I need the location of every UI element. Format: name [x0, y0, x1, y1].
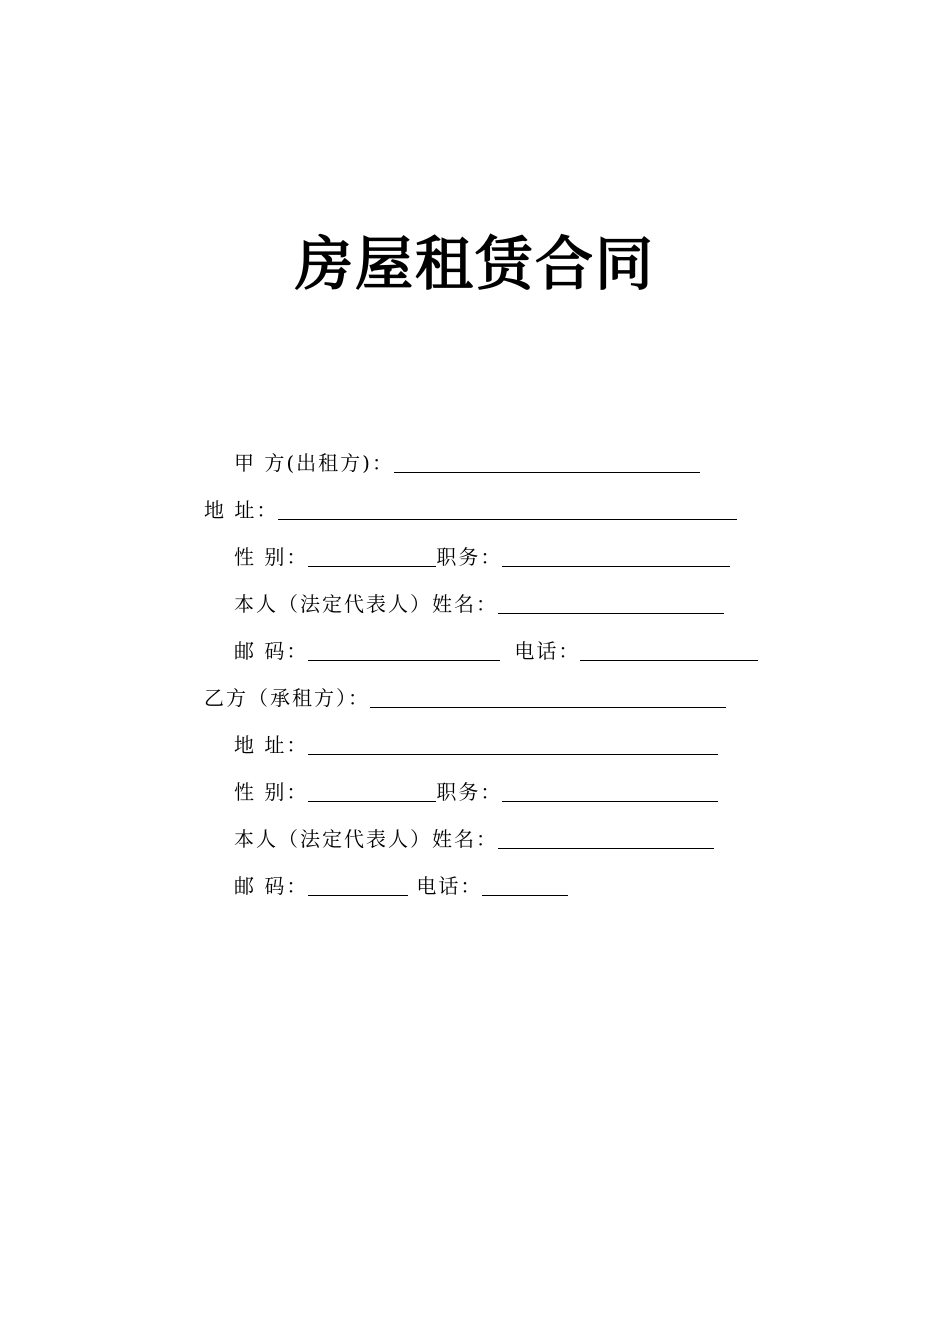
party-a-address-field[interactable] — [278, 497, 737, 520]
party-a-label: 甲 方(出租方)： — [234, 451, 394, 475]
party-b-address-label: 地 址： — [234, 733, 309, 757]
party-b-phone-label: 电话： — [416, 874, 483, 898]
party-b-gender-field[interactable] — [308, 779, 436, 802]
party-a-row — [234, 448, 700, 478]
party-b-name-field[interactable] — [370, 685, 726, 708]
party-b-row — [204, 683, 726, 713]
party-b-address-field[interactable] — [308, 732, 718, 755]
party-b-postcode-label: 邮 码： — [234, 874, 309, 898]
party-a-representative-row — [234, 589, 724, 619]
party-a-position-field[interactable] — [502, 544, 730, 567]
party-b-gender-row — [234, 777, 718, 807]
party-b-address-row — [234, 730, 718, 760]
party-b-representative-label: 本人（法定代表人）姓名： — [234, 827, 498, 851]
party-a-gender-row — [234, 542, 730, 572]
party-b-phone-field[interactable] — [482, 873, 568, 896]
party-a-postcode-label: 邮 码： — [234, 639, 309, 663]
party-a-position-label: 职务： — [436, 545, 503, 569]
party-b-contact-row — [234, 871, 568, 901]
party-b-label: 乙方（承租方）： — [204, 686, 370, 710]
party-a-gender-label: 性 别： — [234, 545, 309, 569]
party-b-representative-field[interactable] — [498, 826, 714, 849]
party-a-gender-field[interactable] — [308, 544, 436, 567]
party-a-postcode-field[interactable] — [308, 638, 500, 661]
party-b-representative-row — [234, 824, 714, 854]
party-a-representative-field[interactable] — [498, 591, 724, 614]
party-b-gender-label: 性 别： — [234, 780, 309, 804]
document-title: 房屋租赁合同 — [294, 230, 655, 298]
party-a-address-label: 地 址： — [204, 498, 279, 522]
party-a-address-row — [204, 495, 737, 525]
party-a-phone-label: 电话： — [514, 639, 581, 663]
party-b-position-label: 职务： — [436, 780, 503, 804]
party-a-phone-field[interactable] — [580, 638, 758, 661]
party-b-postcode-field[interactable] — [308, 873, 408, 896]
party-a-representative-label: 本人（法定代表人）姓名： — [234, 592, 498, 616]
party-a-contact-row — [234, 636, 758, 666]
party-a-name-field[interactable] — [394, 450, 700, 473]
party-b-position-field[interactable] — [502, 779, 718, 802]
